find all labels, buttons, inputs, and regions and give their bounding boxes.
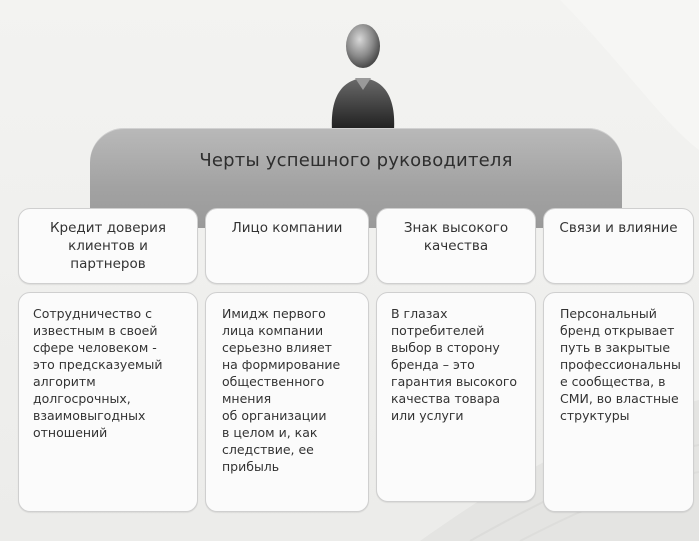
column-body-3: В глазах потребителей выбор в сторону бренда – это гарантия высокого качества товара или услуги [376,292,536,502]
column-header-1: Кредит доверия клиентов и партнеров [18,208,198,284]
diagram-title: Черты успешного руководителя [199,150,513,171]
person-silhouette-icon [322,14,404,130]
column-header-3: Знак высокого качества [376,208,536,284]
column-header-4: Связи и влияние [543,208,694,284]
column-body-1: Сотрудничество с известным в своей сфере человеком - это предсказуемый алгоритм долгосрочных, взаимовыгодных отношений [18,292,198,512]
column-body-2: Имидж первого лица компании серьезно влияет на формирование общественного мнения об организации в целом и, как следствие, ее прибыль [205,292,369,512]
column-body-4: Персональный бренд открывает путь в закрытые профессиональны е сообщества, в СМИ, во властные структуры [543,292,694,512]
column-header-2: Лицо компании [205,208,369,284]
